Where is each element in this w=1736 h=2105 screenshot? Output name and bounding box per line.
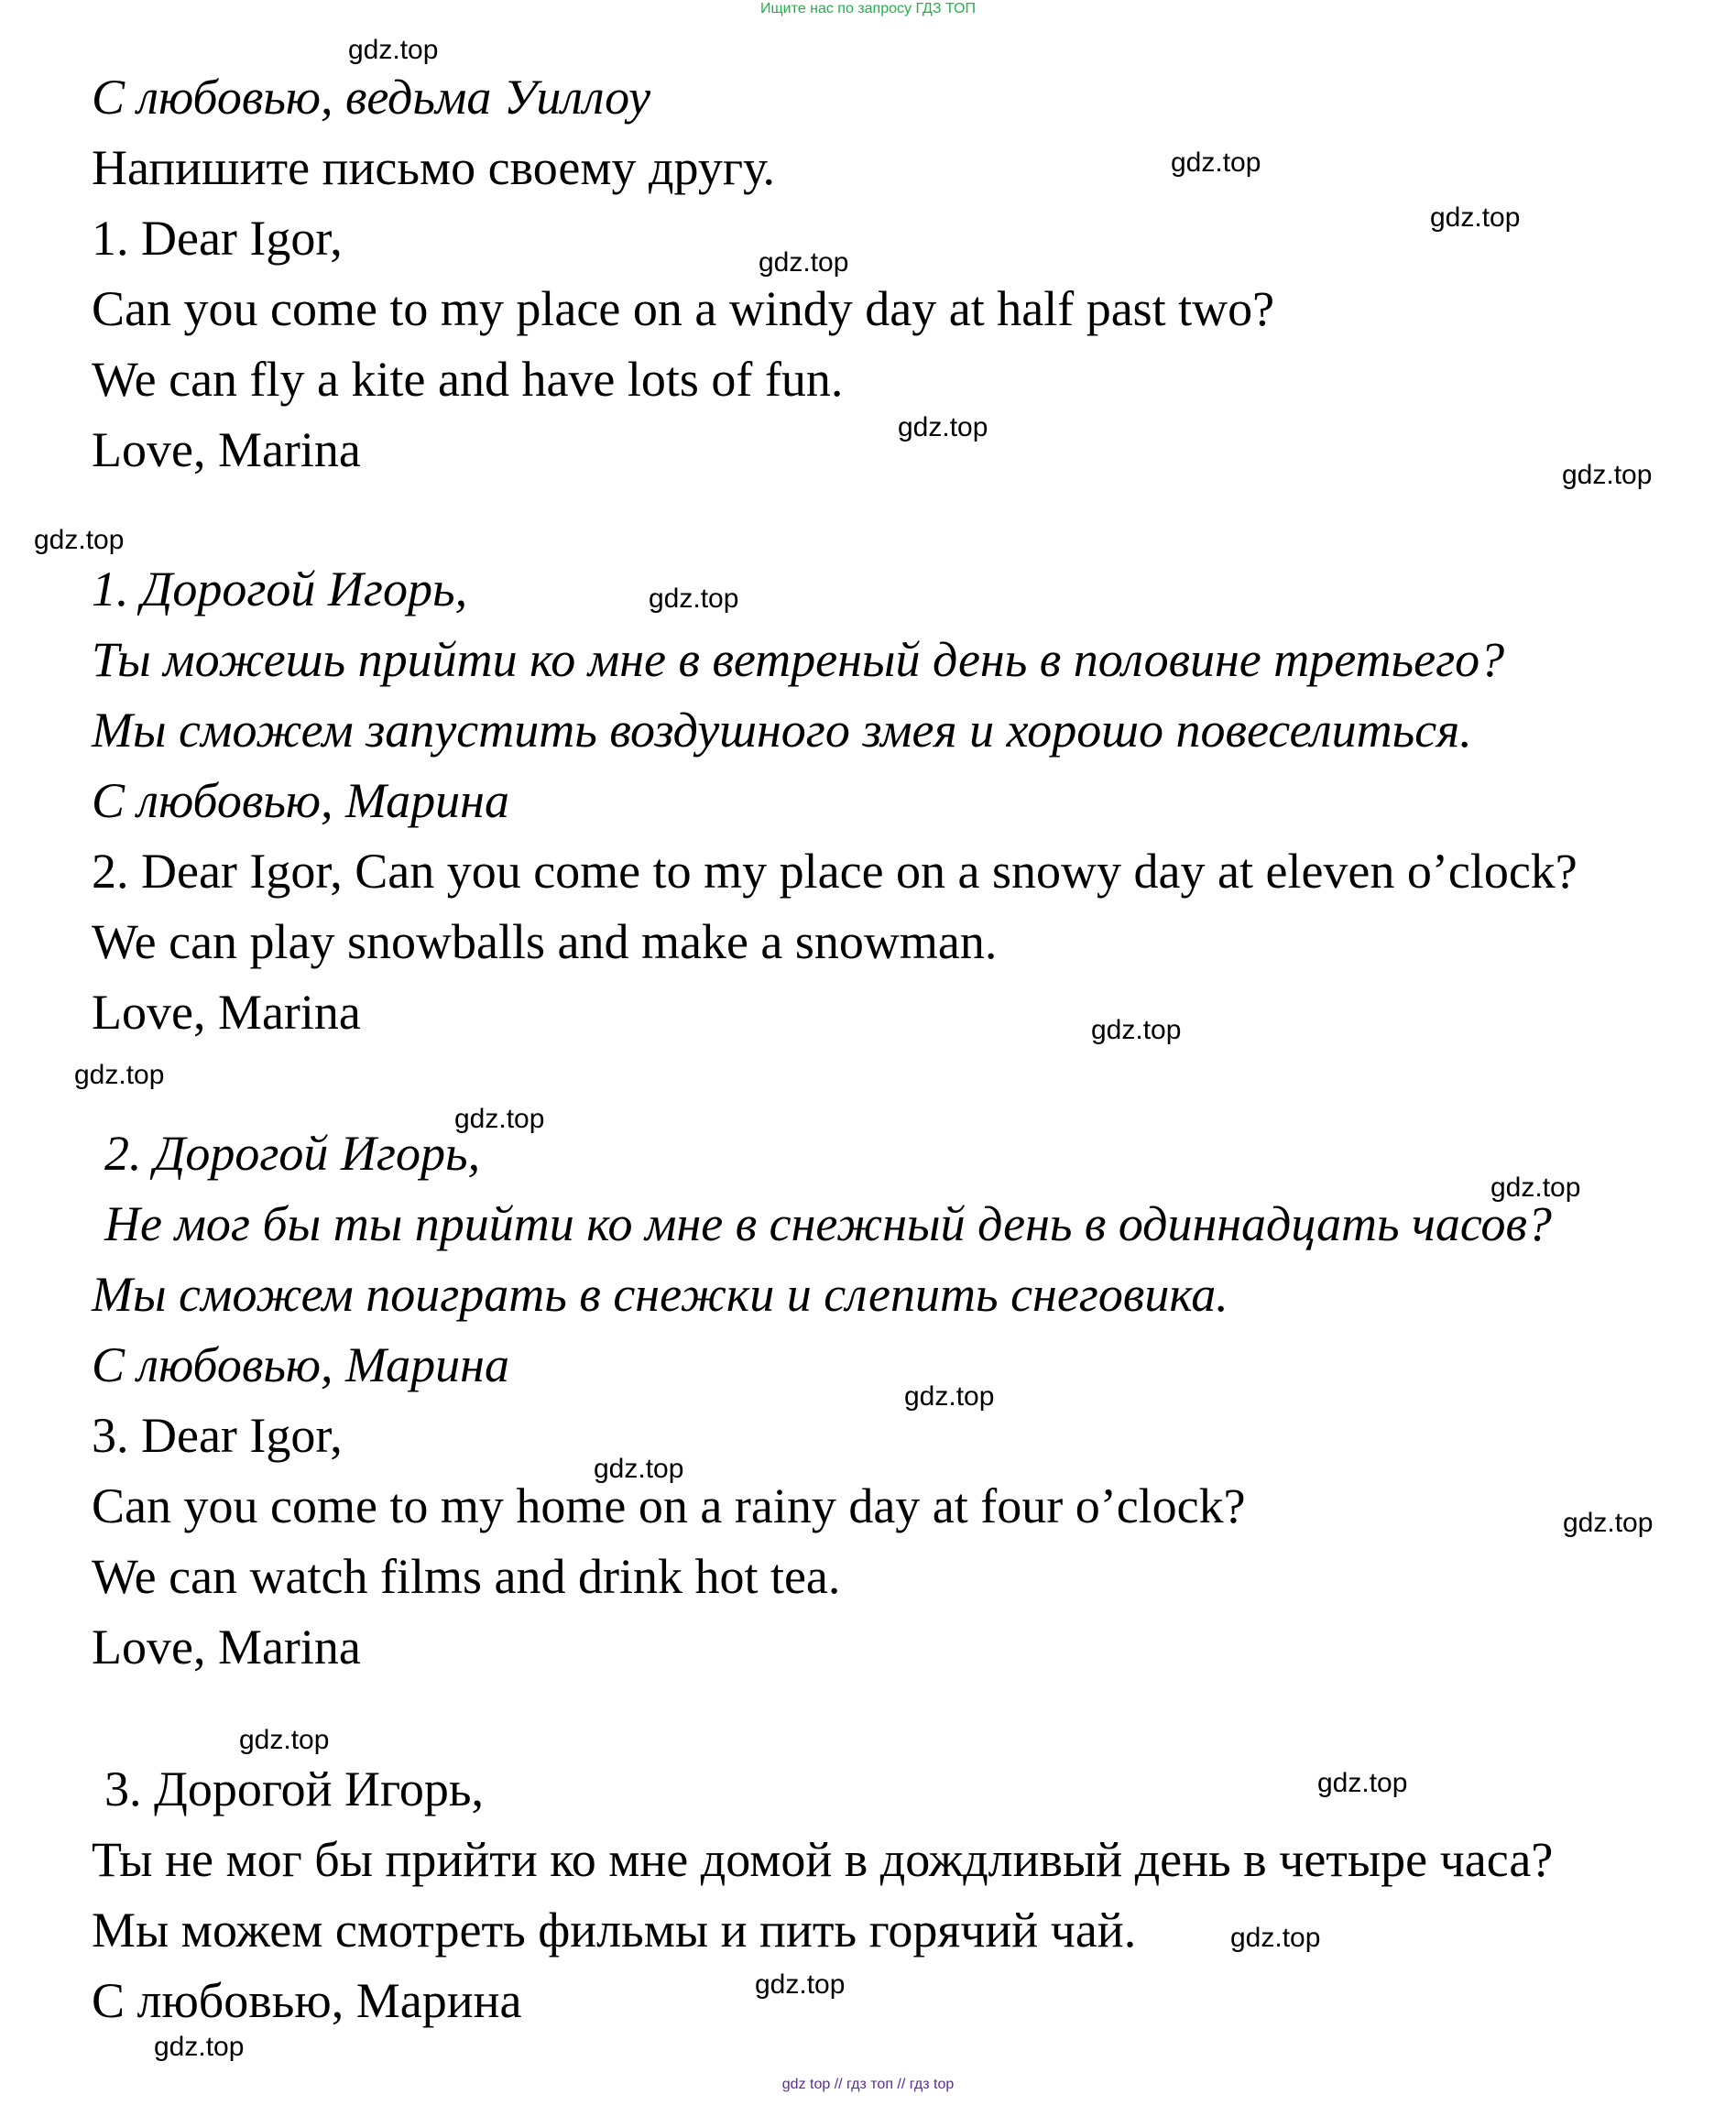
text-line: Can you come to my home on a rainy day at four o’clock? — [92, 1478, 1246, 1533]
text-line: Love, Marina — [92, 985, 361, 1040]
text-line: Ты можешь прийти ко мне в ветреный день в половине третьего? — [92, 632, 1505, 687]
watermark: gdz.top — [1230, 1923, 1321, 1953]
watermark: gdz.top — [74, 1060, 165, 1090]
text-line: Ты не мог бы прийти ко мне домой в дождливый день в четыре часа? — [92, 1832, 1554, 1887]
watermark: gdz.top — [594, 1454, 684, 1484]
text-line: Мы сможем запустить воздушного змея и хорошо повеселиться. — [92, 703, 1472, 758]
text-line: We can watch films and drink hot tea. — [92, 1549, 841, 1604]
text-line: Мы можем смотреть фильмы и пить горячий чай. — [92, 1903, 1137, 1958]
text-line: We can play snowballs and make a snowman. — [92, 914, 998, 969]
watermark: gdz.top — [454, 1104, 545, 1134]
watermark: gdz.top — [1317, 1768, 1408, 1798]
text-line: С любовью, Марина — [92, 1337, 509, 1392]
watermark: gdz.top — [1171, 147, 1261, 178]
text-line: С любовью, Марина — [92, 773, 509, 828]
text-line: С любовью, ведьма Уиллоу — [92, 70, 651, 125]
text-line: Мы сможем поиграть в снежки и слепить снеговика. — [92, 1267, 1228, 1322]
text-line: Love, Marina — [92, 1620, 361, 1674]
text-line: Напишите письмо своему другу. — [92, 140, 776, 195]
text-line: 3. Dear Igor, — [92, 1408, 343, 1463]
text-line: 1. Dear Igor, — [92, 211, 343, 266]
text-line: 3. Дорогой Игорь, — [104, 1761, 484, 1816]
watermark: gdz.top — [34, 525, 125, 555]
text-line: We can fly a kite and have lots of fun. — [92, 352, 844, 407]
text-line: 2. Dear Igor, Can you come to my place on a snowy day at eleven o’clock? — [92, 844, 1578, 899]
watermark: gdz.top — [755, 1969, 846, 2000]
text-line: 1. Дорогой Игорь, — [92, 562, 468, 616]
watermark: gdz.top — [1091, 1015, 1182, 1045]
watermark: gdz.top — [348, 35, 439, 65]
text-line: С любовью, Марина — [92, 1973, 522, 2028]
watermark: gdz.top — [154, 2032, 245, 2062]
watermark: gdz.top — [239, 1725, 330, 1755]
watermark: gdz.top — [898, 412, 988, 442]
watermark: gdz.top — [904, 1381, 995, 1412]
top-banner: Ищите нас по запросу ГДЗ ТОП — [760, 1, 976, 16]
watermark: gdz.top — [1562, 460, 1653, 490]
watermark: gdz.top — [1430, 202, 1521, 233]
text-line: Can you come to my place on a windy day at half past two? — [92, 281, 1275, 336]
text-line: 2. Дорогой Игорь, — [104, 1126, 481, 1181]
watermark: gdz.top — [649, 584, 739, 614]
watermark: gdz.top — [1490, 1172, 1581, 1203]
text-line: Love, Marina — [92, 422, 361, 477]
watermark: gdz.top — [1563, 1508, 1654, 1538]
text-line: Не мог бы ты прийти ко мне в снежный день в одиннадцать часов? — [104, 1196, 1552, 1251]
watermark: gdz.top — [759, 247, 849, 278]
footer-text: gdz top // гдз топ // гдз top — [781, 2077, 955, 2092]
